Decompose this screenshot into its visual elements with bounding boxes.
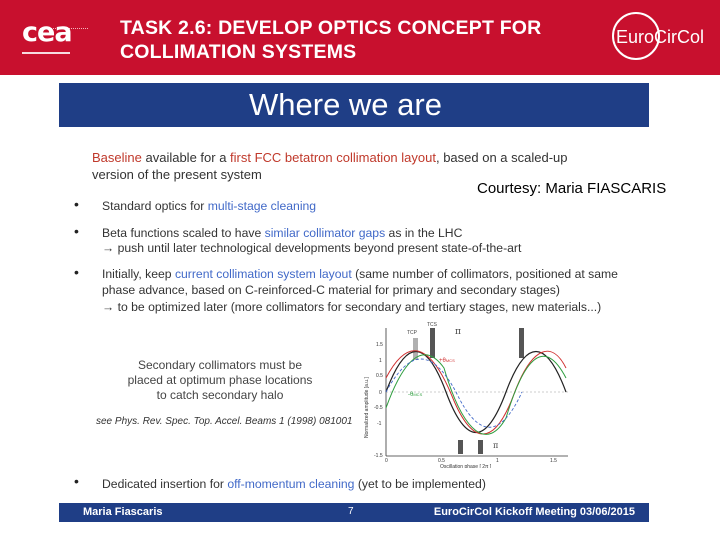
courtesy-note: Courtesy: Maria FIASCARIS bbox=[477, 180, 667, 197]
phase-advance-plot bbox=[360, 318, 580, 468]
bullet-beta-functions bbox=[102, 225, 642, 241]
bullet-text: Beta functions scaled to have bbox=[102, 226, 265, 240]
pi-label: π bbox=[455, 327, 461, 337]
bullet-text: Dedicated insertion for bbox=[102, 477, 228, 491]
slide-footer bbox=[59, 503, 649, 522]
baseline-text bbox=[92, 149, 592, 183]
bullet-off-momentum bbox=[102, 476, 642, 492]
y-tick: 0.5 bbox=[376, 373, 383, 379]
y-axis-label: Normalized amplitude [a.u.] bbox=[364, 377, 370, 438]
pi-label-bottom: π bbox=[493, 441, 499, 450]
bullet-highlight: multi-stage cleaning bbox=[207, 199, 317, 213]
x-tick: 0 bbox=[385, 458, 388, 464]
collimator-bar bbox=[519, 328, 524, 358]
y-tick: -1 bbox=[377, 421, 382, 427]
y-tick: 1 bbox=[379, 358, 382, 364]
note-line: placed at optimum phase locations bbox=[127, 373, 313, 387]
y-tick: 1.5 bbox=[376, 342, 383, 348]
bullet-multi-stage bbox=[102, 198, 642, 214]
baseline-part4: , based on a scaled-up bbox=[435, 150, 568, 165]
bullet-highlight: current collimation system layout bbox=[174, 267, 352, 281]
page-title-line1: TASK 2.6: DEVELOP OPTICS CONCEPT FOR bbox=[120, 17, 542, 39]
x-axis-label: Oscillation phase [ 2π ] bbox=[440, 464, 492, 468]
bullet-initially-line2: phase advance, based on C-reinforced-C material for primary and secondary stages) bbox=[102, 283, 560, 297]
note-line: to catch secondary halo bbox=[156, 388, 284, 402]
collimator-bar bbox=[458, 440, 463, 454]
bullet-dot: • bbox=[74, 264, 79, 280]
bullet-initially-sub: → to be optimized later (more collimators for secondary and tertiary stages, new materials...) bbox=[102, 300, 602, 314]
collimator-bar bbox=[478, 440, 483, 454]
baseline-line2: version of the present system bbox=[92, 167, 262, 182]
bullet-dot: • bbox=[74, 473, 79, 489]
bullet-dot: • bbox=[74, 223, 79, 239]
baseline-part2: available for a bbox=[141, 150, 231, 165]
footer-author: Maria Fiascaris bbox=[83, 506, 163, 518]
y-tick: -0.5 bbox=[374, 405, 383, 411]
page-title-line2: COLLIMATION SYSTEMS bbox=[120, 41, 357, 63]
cea-logo-text: cea bbox=[22, 17, 72, 48]
baseline-highlight: first FCC betatron collimation layout bbox=[230, 150, 436, 165]
bullet-text: (yet to be implemented) bbox=[354, 477, 486, 491]
theta-plus-subscript: MCS bbox=[445, 358, 455, 363]
slide-title-bar bbox=[59, 83, 649, 127]
theta-plus-symbol: +θ bbox=[439, 358, 446, 364]
x-tick: 1 bbox=[496, 458, 499, 464]
bullet-highlight: similar collimator gaps bbox=[264, 226, 386, 240]
bullet-text: Initially, keep bbox=[102, 267, 175, 281]
baseline-word: Baseline bbox=[92, 150, 142, 165]
plot-background bbox=[360, 318, 580, 468]
secondary-collimator-note bbox=[110, 358, 330, 403]
page-title bbox=[120, 16, 600, 64]
tcs-collimator-bar bbox=[430, 328, 435, 358]
bullet-text: as in the LHC bbox=[385, 226, 463, 240]
eurocircol-logo-text: EuroCirCol bbox=[616, 27, 705, 47]
footer-page-number: 7 bbox=[348, 506, 354, 517]
x-tick: 1.5 bbox=[550, 458, 557, 464]
reference-note: see Phys. Rev. Spec. Top. Accel. Beams 1 (1998) 081001 bbox=[96, 416, 353, 427]
header-bar bbox=[0, 0, 720, 75]
bullet-text: Standard optics for bbox=[102, 199, 208, 213]
footer-meeting: EuroCirCol Kickoff Meeting 03/06/2015 bbox=[433, 506, 635, 518]
y-tick: 0 bbox=[379, 390, 382, 396]
eurocircol-logo bbox=[610, 10, 714, 64]
bullet-beta-sub: → push until later technological developments beyond present state-of-the-art bbox=[102, 241, 522, 255]
slide-title: Where we are bbox=[249, 87, 442, 122]
bullet-initially bbox=[102, 266, 642, 282]
x-tick: 0.5 bbox=[438, 458, 445, 464]
tcs-label: TCS bbox=[427, 322, 437, 328]
bullet-dot: • bbox=[74, 196, 79, 212]
cea-logo-underline bbox=[22, 52, 70, 54]
theta-minus-symbol: -θ bbox=[408, 392, 414, 398]
y-tick: -1.5 bbox=[374, 453, 383, 459]
bullet-text: (same number of collimators, positioned at same bbox=[351, 267, 618, 281]
bullet-highlight: off-momentum cleaning bbox=[227, 477, 355, 491]
note-line: Secondary collimators must be bbox=[137, 358, 303, 372]
tcp-label: TCP bbox=[407, 330, 417, 336]
theta-minus-subscript: MCS bbox=[413, 392, 423, 397]
